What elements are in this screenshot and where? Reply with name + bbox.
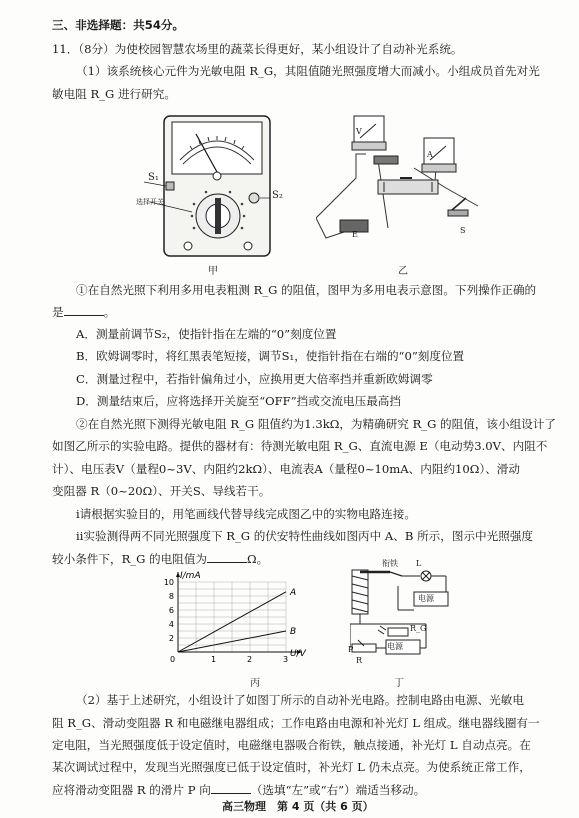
- relay-r-label: R: [356, 656, 363, 665]
- multimeter-figure: [136, 112, 286, 260]
- q2-line3: 计）、电压表V（量程0~3V、内阻约2kΩ）、电流表A（量程0~10mA、内阻约10Ω）、滑动: [52, 462, 520, 476]
- fig-bing-caption: 丙: [250, 678, 260, 689]
- q11-p1-line2: 敏电阻 R_G 进行研究。: [52, 87, 176, 101]
- chart-series: [178, 588, 296, 652]
- q11-p1-line1: （1）该系统核心元件为光敏电阻 R_G，其阻值随光照强度增大而减小。小组成员首先对光: [76, 64, 540, 78]
- option-d: D．测量结束后，应将选择开关旋至“OFF”挡或交流电压最高挡: [76, 394, 401, 408]
- answer-blank-2[interactable]: [207, 551, 247, 563]
- circuit-e-label: E: [352, 230, 358, 239]
- relay-power-label-top: 电源: [418, 594, 434, 603]
- option-c: C．测量过程中，若指针偏角过小，应换用更大倍率挡并重新欧姆调零: [76, 372, 433, 386]
- q1-line2: 是 。: [52, 305, 116, 319]
- chart-origin: 0: [170, 655, 176, 664]
- section-heading: 三、非选择题：共54分。: [52, 18, 185, 32]
- answer-blank-3[interactable]: [211, 782, 251, 794]
- p2-line5: 应将滑动变阻器 R 的滑片 P 向 （选填“左”或“右”）端适当移动。: [52, 783, 426, 797]
- relay-p-label: P: [348, 645, 354, 654]
- q2-line2: 如图乙所示的实验电路。提供的器材有：待测光敏电阻 R_G、直流电源 E（电动势3.0V、内阻不: [52, 439, 548, 453]
- y-tick-label: 10: [163, 578, 174, 587]
- fig-yi-caption: 乙: [398, 266, 408, 277]
- relay-lamp-label: L: [416, 559, 422, 568]
- q2-line4: 变阻器 R（0~20Ω）、开关S、导线若干。: [52, 484, 271, 498]
- series-label-B: B: [290, 627, 297, 637]
- relay-power-label-bottom: 电源: [387, 642, 403, 651]
- p2-line3: 定电阻，当光照强度低于设定值时，电磁继电器吸合衔铁，触点接通，补光灯 L 自动点亮。在: [52, 738, 531, 752]
- qii-line1: ⅱ实验测得两不同光照强度下 R_G 的伏安特性曲线如图丙中 A、B 所示，图示中光照强度: [76, 529, 534, 543]
- meter-s2-label: S₂: [272, 190, 283, 201]
- circuit-setup-figure: [316, 108, 486, 260]
- page-footer: 高三物理 第 4 页（共 6 页）: [222, 800, 374, 813]
- y-tick-label: 2: [168, 634, 174, 643]
- chart-xlabel: U/V: [290, 649, 306, 659]
- circuit-a-label: A: [427, 150, 433, 159]
- iv-chart: [158, 570, 318, 670]
- meter-knob-label: 选择开关: [136, 198, 164, 206]
- meter-s1-label: S₁: [148, 172, 159, 183]
- p2-line1: （2）基于上述研究，小组设计了如图丁所示的自动补光电路。控制电路由电源、光敏电: [76, 693, 524, 707]
- q11-stem: 11．（8分）为使校园智慧农场里的蔬菜长得更好，某小组设计了自动补光系统。: [52, 42, 463, 56]
- answer-blank-1[interactable]: [64, 304, 104, 316]
- chart-ylabel: I/mA: [180, 571, 201, 581]
- option-b: B．欧姆调零时，将红黑表笔短接，调节S₁，使指针指在右端的“0”刻度位置: [76, 349, 465, 363]
- x-tick-label: 1: [211, 655, 217, 664]
- chart-axes: [176, 572, 302, 654]
- circuit-s-label: S: [460, 226, 466, 235]
- q1-line1: ①在自然光照下利用多用电表粗测 R_G 的阻值，图甲为多用电表示意图。下列操作正确的: [76, 283, 537, 297]
- relay-tie-label: 衔铁: [382, 559, 398, 568]
- qii-line2: 较小条件下，R_G 的电阻值为 Ω。: [52, 552, 269, 566]
- series-label-A: A: [290, 587, 297, 598]
- y-tick-label: 8: [168, 592, 174, 601]
- x-tick-label: 3: [283, 655, 289, 664]
- relay-rg-label: R_G: [410, 624, 427, 633]
- p2-line4: 某次调试过程中，发现当光照强度已低于设定值时，补光灯 L 仍未点亮。为使系统正常工作，: [52, 760, 531, 774]
- p2-line2: 阻 R_G、滑动变阻器 R 和电磁继电器组成；工作电路由电源和补光灯 L 组成。继电器线圈有一: [52, 716, 540, 730]
- y-tick-label: 4: [168, 620, 174, 629]
- fig-ding-caption: 丁: [394, 678, 404, 689]
- qi-line: ⅰ请根据实验目的，用笔画线代替导线完成图乙中的实物电路连接。: [76, 507, 416, 521]
- fig-jia-caption: 甲: [208, 266, 218, 277]
- option-a: A．测量前调节S₂，使指针指在左端的“0”刻度位置: [76, 327, 337, 341]
- q2-line1: ②在自然光照下测得光敏电阻 R_G 阻值约为1.3kΩ，为精确研究 R_G 的阻值，该小组设计了: [76, 417, 556, 431]
- x-tick-label: 2: [247, 655, 253, 664]
- y-tick-label: 6: [168, 606, 174, 615]
- circuit-v-label: V: [356, 127, 362, 136]
